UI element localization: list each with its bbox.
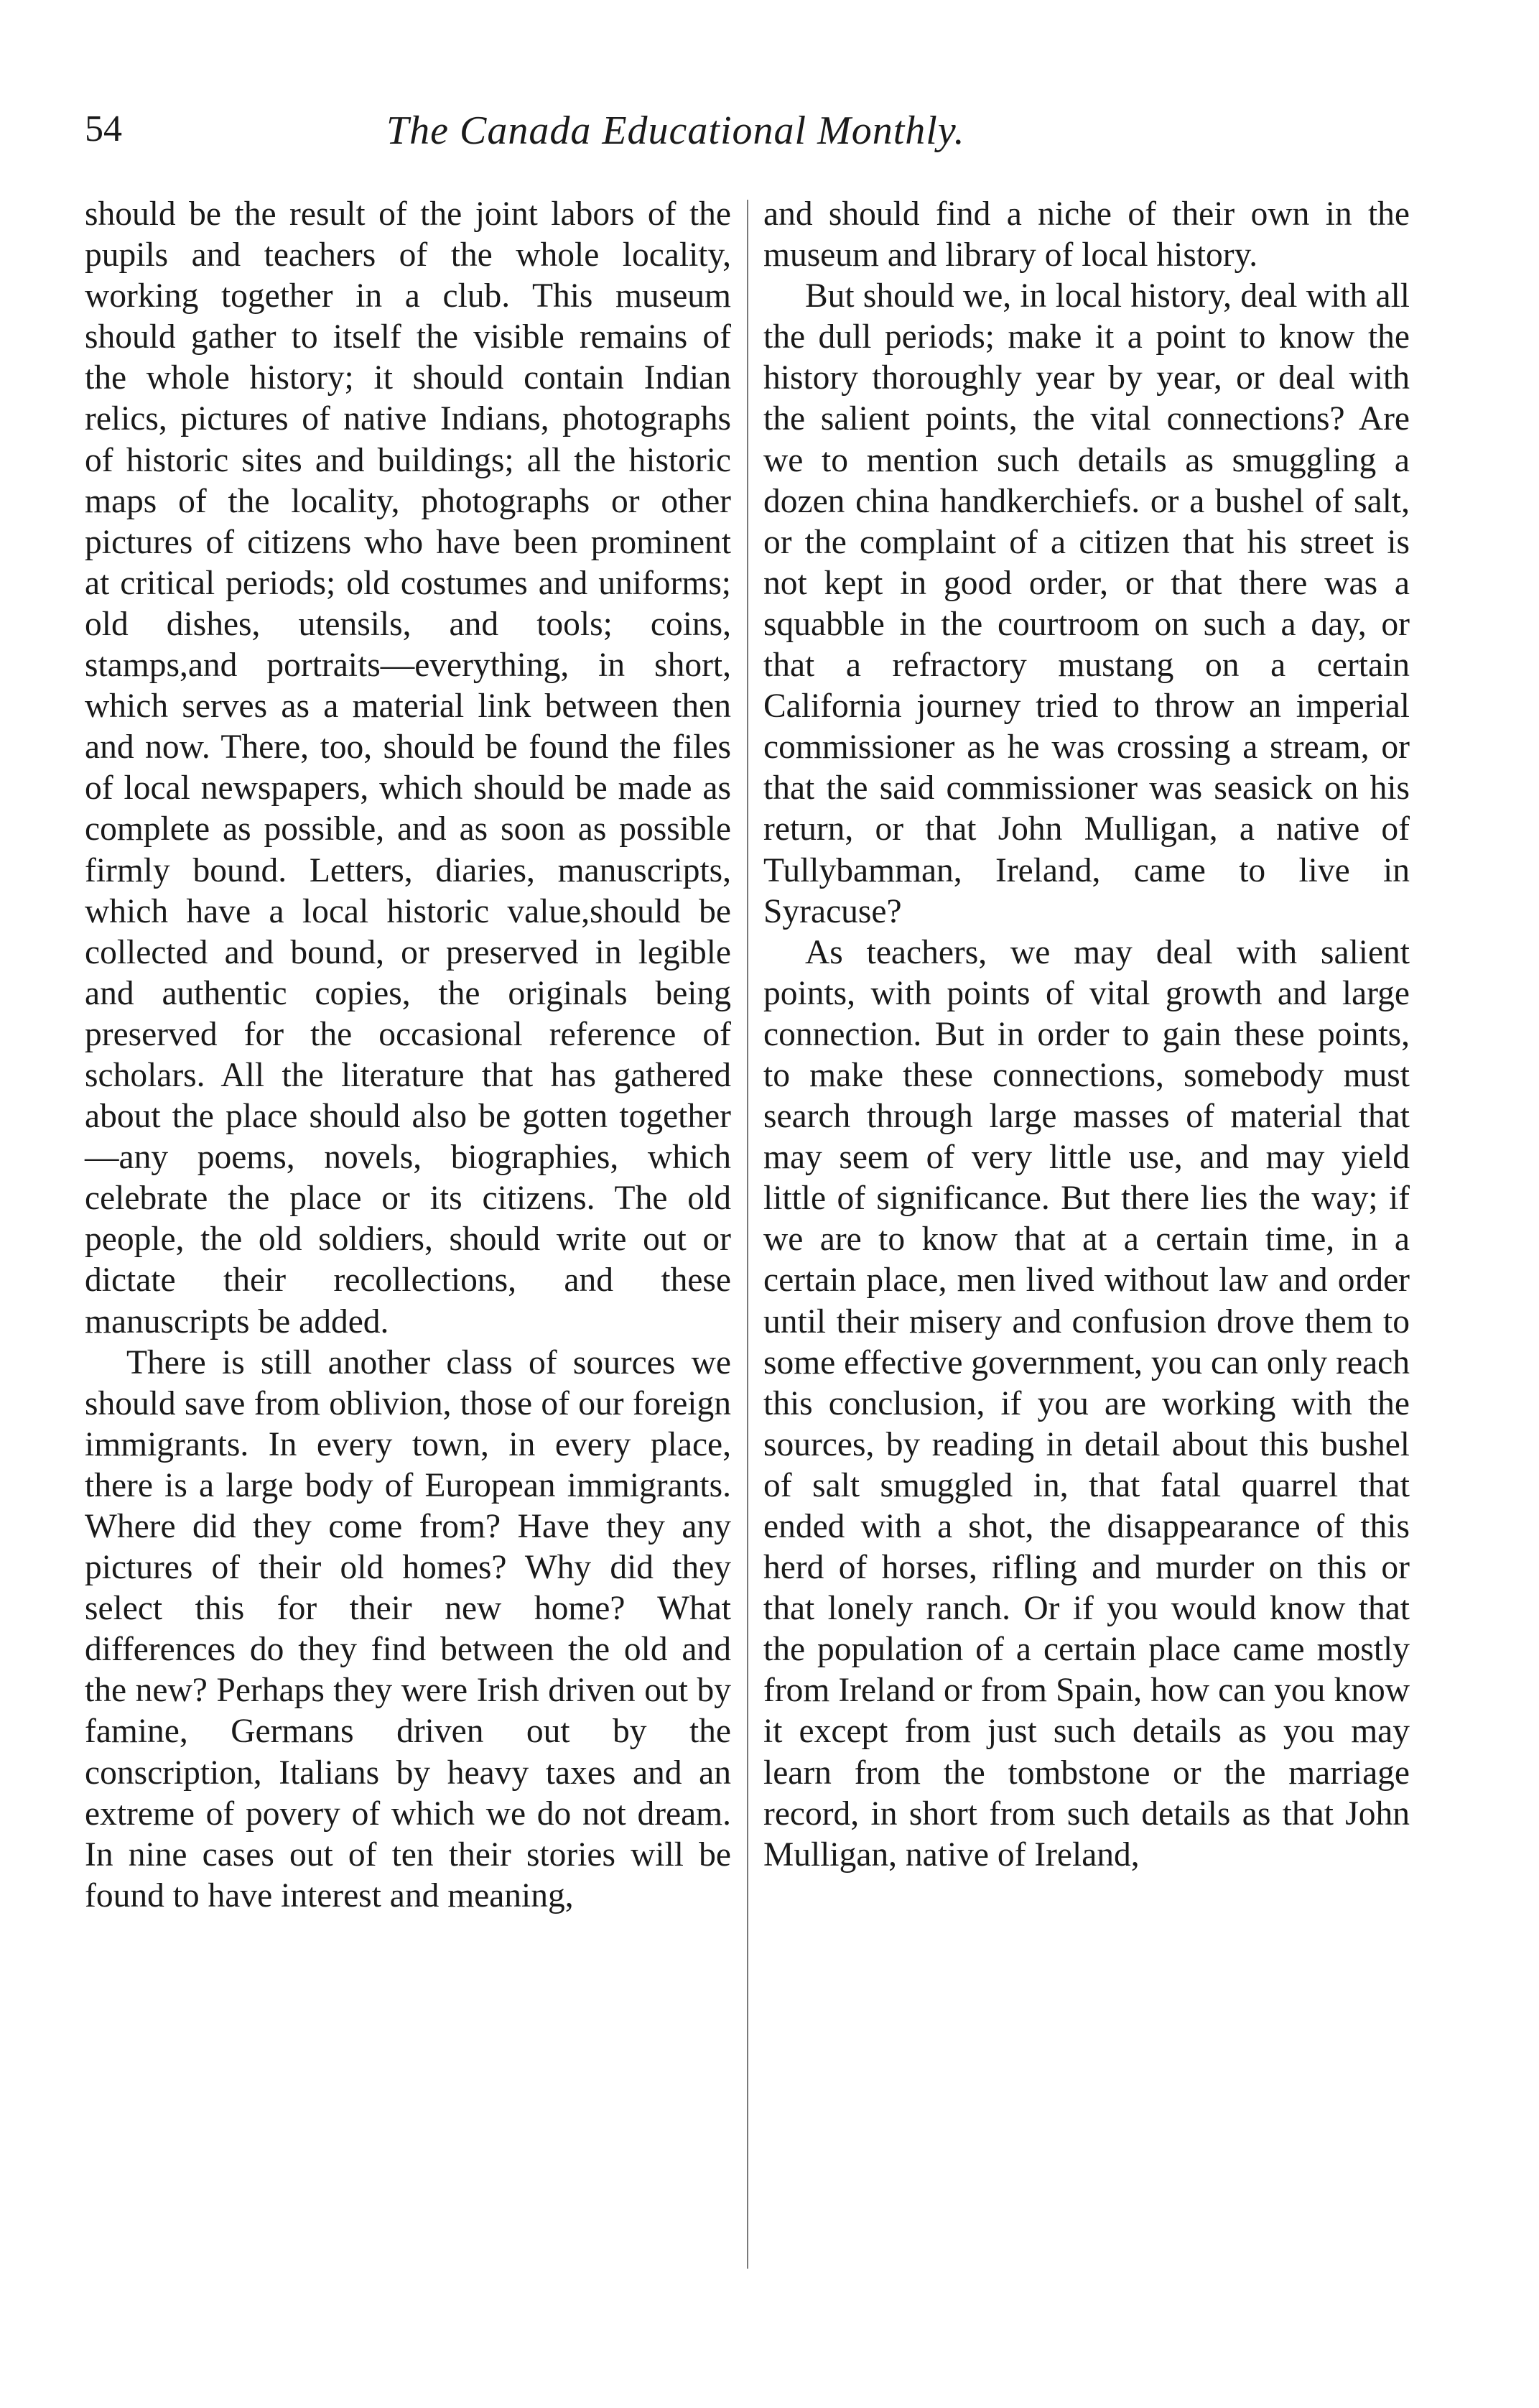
paragraph: But should we, in local history, deal with all the dull periods; make it a point to know the history thoroughly year by year, or deal with the salient points, the vital connections? Are we to mention such details as smuggling a dozen china handkerchiefs. or a bushel of salt, or the complaint of a citizen that his street is not kept in good order, or that there was a squabble in the courtroom on such a day, or that a refractory mustang on a certain California journey tried to throw an imperial commissioner as he was crossing a stream, or that the said commissioner was seasick on his return, or that John Mulligan, a native of Tullybamman, Ireland, came to live in Syracuse? <box>763 277 1410 930</box>
column-divider <box>747 200 748 2269</box>
paragraph: and should find a niche of their own in the museum and library of local history. <box>763 195 1410 274</box>
paragraph: As teachers, we may deal with salient points, with points of vital growth and large connection. But in order to gain these points, to make these connections, somebody must search through large masses of material that may seem of very little use, and may yield little of significance. But there lies the way; if we are to know that at a certain time, in a certain place, men lived without law and order until their misery and confusion drove them to some effective government, you can only reach this conclusion, if you are working with the sources, by reading in detail about this bushel of salt smuggled in, that fatal quarrel that ended with a shot, the disappearance of this herd of horses, rifling and murder on this or that lonely ranch. Or if you would know that the population of a certain place came mostly from Ireland or from Spain, how can you know it except from just such details as you may learn from the tombstone or the marriage record, in short from such details as that John Mulligan, native of Ireland, <box>763 933 1410 1874</box>
running-title: The Canada Educational Monthly. <box>386 108 965 153</box>
page-header <box>85 108 1449 165</box>
paragraph: should be the result of the joint labors of the pupils and teachers of the whole locality, working together in a club. This museum should gather to itself the visible remains of the whole history; it should contain Indian relics, pictures of native Indians, photographs of historic sites and buildings; all the historic maps of the locality, photographs or other pictures of citizens who have been prominent at critical periods; old costumes and uniforms; old dishes, utensils, and tools; coins, stamps,and portraits—everything, in short, which serves as a material link between then and now. There, too, should be found the files of local newspapers, which should be made as complete as possible, and as soon as possible firmly bound. Letters, diaries, manuscripts, which have a local historic value,should be collected and bound, or preserved in legible and authentic copies, the originals being preserved for the occasional reference of scholars. All the literature that has gathered about the place should also be gotten together—any poems, novels, biographies, which celebrate the place or its citizens. The old people, the old soldiers, should write out or dictate their recollections, and these manuscripts be added. <box>85 195 731 1340</box>
page-number: 54 <box>85 108 122 149</box>
paragraph: There is still another class of sources we should save from oblivion, those of our foreign immigrants. In every town, in every place, there is a large body of European immigrants. Where did they come from? Have they any pictures of their old homes? Why did they select this for their new home? What differences do they find between the old and the new? Perhaps they were Irish driven out by famine, Germans driven out by the conscription, Italians by heavy taxes and an extreme of povery of which we do not dream. In nine cases out of ten their stories will be found to have interest and meaning, <box>85 1343 731 1914</box>
right-column <box>763 194 1410 1876</box>
left-column <box>85 194 731 1917</box>
